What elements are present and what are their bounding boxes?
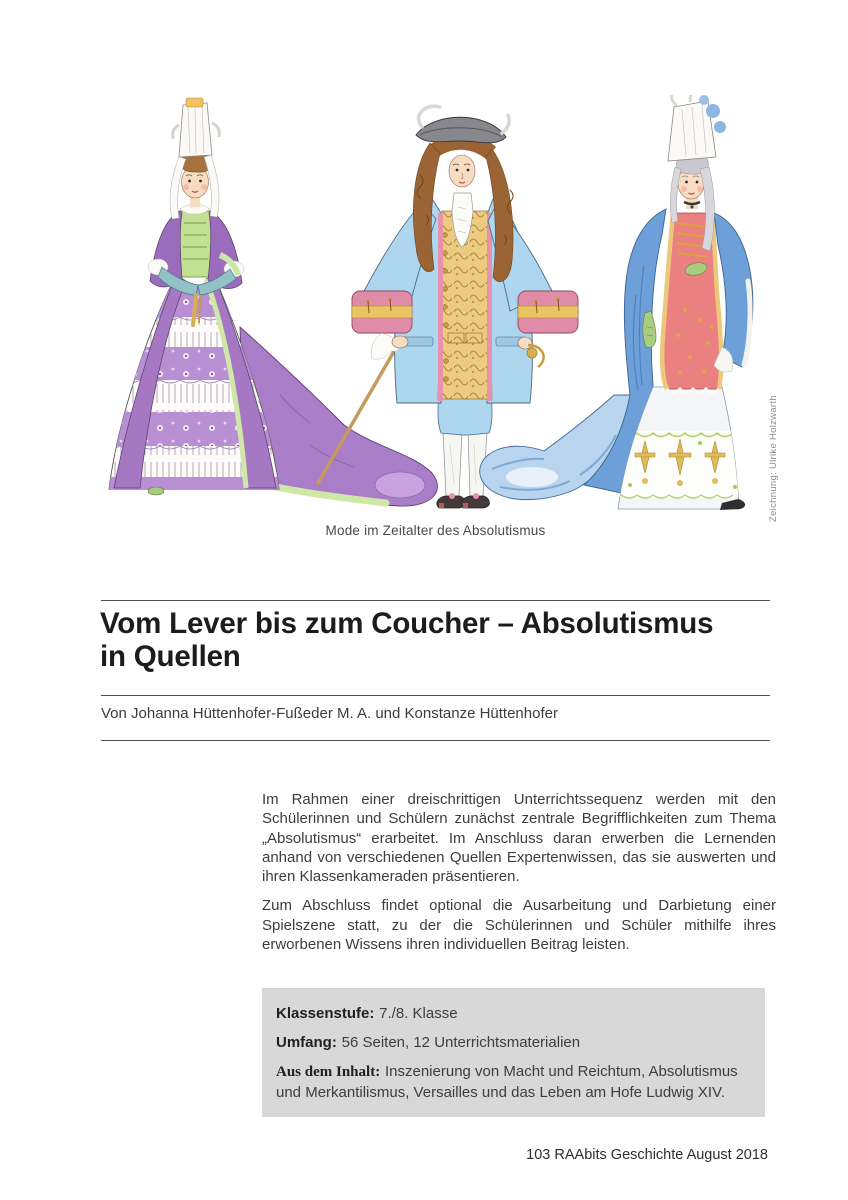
info-row-umfang (276, 1033, 751, 1054)
info-box (262, 988, 765, 1117)
intro-paragraph-1: Im Rahmen einer dreischrittigen Unterrichtssequenz werden mit den Schülerinnen und Schülern zunächst zentrale Begrifflichkeiten zum Thema „Absolutismus“ erarbeitet. Im Anschluss daran erwerben die Lernenden anhand von verschiedenen Quellen Expertenwissen, das sie auswerten und ihren Klassenkameraden präsentieren. (262, 791, 776, 886)
intro-text (262, 790, 776, 954)
page-footer: 103 RAAbits Geschichte August 2018 (526, 1147, 768, 1163)
divider-top (101, 600, 770, 601)
info-label-umfang: Umfang: (276, 1034, 337, 1051)
intro-paragraph-2: Zum Abschluss findet optional die Ausarbeitung und Darbietung einer Spielszene statt, zu der die Schülerinnen und Schüler mithilfe ihres erworbenen Wissens ihren individuellen Beitrag leisten. (262, 897, 776, 954)
info-label-inhalt: Aus dem Inhalt: (276, 1064, 381, 1080)
divider-under-title (101, 695, 770, 696)
info-row-klassenstufe (276, 1004, 751, 1025)
illustration-credit: Zeichnung: Ulrike Holzwarth (768, 395, 779, 522)
page-title-line-2: in Quellen (100, 640, 241, 673)
page-title (100, 607, 790, 673)
info-value-klassenstufe: 7./8. Klasse (379, 1005, 458, 1022)
divider-under-byline (101, 740, 770, 741)
byline: Von Johanna Hüttenhofer-Fußeder M. A. und Konstanze Hüttenhofer (101, 705, 558, 722)
baroque-fashion-illustration (100, 95, 800, 525)
illustration (100, 95, 800, 525)
page-title-line-1: Vom Lever bis zum Coucher – Absolutismus (100, 607, 714, 640)
info-row-inhalt (276, 1062, 751, 1103)
illustration-caption: Mode im Zeitalter des Absolutismus (325, 523, 546, 538)
info-value-umfang: 56 Seiten, 12 Unterrichtsmaterialien (341, 1034, 581, 1051)
info-value-inhalt: Inszenierung von Macht und Reichtum, Absolutismus und Merkantilismus, Versailles und das Leben am Hofe Ludwig XIV. (276, 1063, 738, 1101)
info-label-klassenstufe: Klassenstufe: (276, 1005, 375, 1022)
